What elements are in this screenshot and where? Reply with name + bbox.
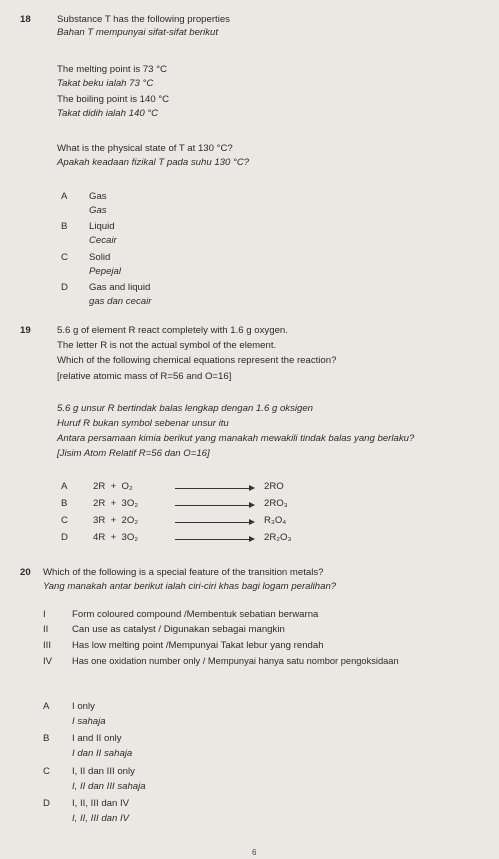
- option-letter: A: [61, 191, 68, 202]
- product: R₃O₄: [264, 515, 287, 526]
- option-letter: B: [61, 221, 68, 232]
- reactants: 2R + O₂: [93, 481, 133, 492]
- line4-ms: [Jisim Atom Relatif R=56 dan O=16]: [57, 448, 210, 459]
- option-letter: C: [43, 766, 50, 777]
- option-text-ms: Cecair: [89, 235, 117, 246]
- reaction-arrow: [175, 505, 253, 506]
- stem-ms: Yang manakah antar berikut ialah ciri-ciri khas bagi logam peralihan?: [43, 581, 337, 592]
- statement-text: Has one oxidation number only / Mempunyai hanya satu nombor pengoksidaan: [72, 656, 399, 666]
- option-text-en: Solid: [89, 252, 111, 263]
- option-text-ms: Pepejal: [89, 266, 122, 277]
- reaction-arrow: [175, 539, 253, 540]
- melting-ms: Takat beku ialah 73 °C: [57, 78, 154, 89]
- option-letter: D: [61, 532, 68, 543]
- statement-numeral: II: [43, 624, 49, 635]
- product: 2R₂O₃: [264, 532, 292, 543]
- option-letter: B: [61, 498, 68, 509]
- stem-en: Which of the following is a special feature of the transition metals?: [43, 567, 324, 578]
- reactants: 2R + 3O₂: [93, 498, 139, 509]
- statement-text: Can use as catalyst / Digunakan sebagai mangkin: [72, 624, 285, 635]
- option-text-ms: I dan II sahaja: [72, 748, 133, 759]
- page-number: 6: [252, 848, 257, 857]
- option-text-en: Gas and liquid: [89, 282, 151, 293]
- melting-en: The melting point is 73 °C: [57, 64, 167, 75]
- option-letter: D: [43, 798, 50, 809]
- statement-numeral: IV: [43, 656, 53, 667]
- option-text-en: I, II, III dan IV: [72, 798, 130, 809]
- option-text-ms: Gas: [89, 205, 107, 216]
- line2-ms: Huruf R bukan symbol sebenar unsur itu: [57, 418, 229, 429]
- line1-en: 5.6 g of element R react completely with 1.6 g oxygen.: [57, 325, 288, 336]
- option-text-en: I, II dan III only: [72, 766, 135, 777]
- statement-numeral: III: [43, 640, 51, 651]
- question-number: 20: [20, 567, 31, 578]
- product: 2RO: [264, 481, 284, 492]
- line1-ms: 5.6 g unsur R bertindak balas lengkap dengan 1.6 g oksigen: [57, 403, 314, 414]
- stem-ms: Bahan T mempunyai sifat-sifat berikut: [57, 27, 219, 38]
- option-letter: C: [61, 252, 68, 263]
- question-number: 18: [20, 14, 31, 25]
- option-text-ms: I, II, III dan IV: [72, 813, 130, 824]
- reactants: 4R + 3O₂: [93, 532, 139, 543]
- question-en: What is the physical state of T at 130 °C?: [57, 143, 233, 154]
- line4-en: [relative atomic mass of R=56 and O=16]: [57, 371, 232, 382]
- boiling-en: The boiling point is 140 °C: [57, 94, 170, 105]
- statement-text: Has low melting point /Mempunyai Takat lebur yang rendah: [72, 640, 324, 651]
- option-letter: C: [61, 515, 68, 526]
- option-text-ms: I sahaja: [72, 716, 106, 727]
- line3-en: Which of the following chemical equations represent the reaction?: [57, 355, 337, 366]
- line3-ms: Antara persamaan kimia berikut yang manakah mewakili tindak balas yang berlaku?: [57, 433, 415, 444]
- product: 2RO₃: [264, 498, 288, 509]
- reaction-arrow: [175, 488, 253, 489]
- line2-en: The letter R is not the actual symbol of the element.: [57, 340, 277, 351]
- question-number: 19: [20, 325, 31, 336]
- option-letter: B: [43, 733, 50, 744]
- boiling-ms: Takat didih ialah 140 °C: [57, 108, 159, 119]
- reaction-arrow: [175, 522, 253, 523]
- option-letter: A: [61, 481, 68, 492]
- stem-en: Substance T has the following properties: [57, 14, 230, 25]
- option-letter: D: [61, 282, 68, 293]
- reactants: 3R + 2O₂: [93, 515, 139, 526]
- option-text-ms: gas dan cecair: [89, 296, 152, 307]
- option-text-en: I and II only: [72, 733, 122, 744]
- statement-text: Form coloured compound /Membentuk sebatian berwarna: [72, 609, 319, 620]
- question-ms: Apakah keadaan fizikal T pada suhu 130 °C?: [57, 157, 250, 168]
- option-text-en: I only: [72, 701, 95, 712]
- statement-numeral: I: [43, 609, 46, 620]
- option-text-en: Gas: [89, 191, 107, 202]
- option-text-ms: I, II dan III sahaja: [72, 781, 146, 792]
- option-letter: A: [43, 701, 50, 712]
- option-text-en: Liquid: [89, 221, 115, 232]
